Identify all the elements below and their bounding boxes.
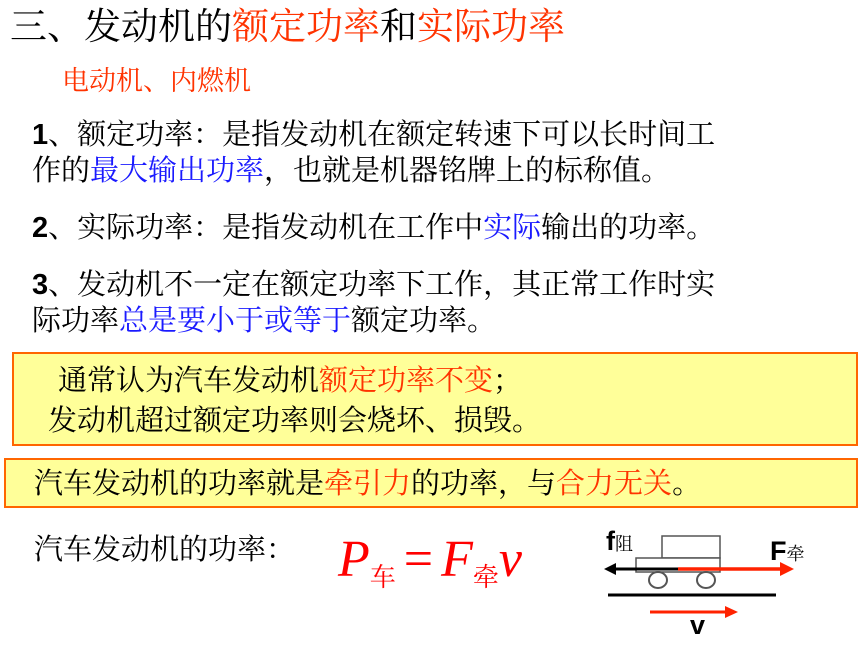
note2-text-c: 的功率，与 bbox=[411, 466, 557, 500]
formula-P: P bbox=[338, 531, 370, 588]
item-3-text-a: 际功率 bbox=[32, 303, 120, 337]
item-3-line-1 bbox=[32, 264, 715, 305]
formula-equals: = bbox=[403, 531, 434, 588]
item-1-number: 1 bbox=[32, 119, 49, 151]
slide-title bbox=[10, 4, 565, 50]
velocity-label: v bbox=[690, 610, 706, 640]
item-2-line bbox=[32, 207, 715, 248]
velocity-arrow-head bbox=[725, 606, 738, 618]
note2-text-e: 。 bbox=[672, 466, 702, 500]
item-1-text-a: 作的 bbox=[32, 153, 91, 187]
item-3-highlight: 总是要小于或等于 bbox=[119, 303, 352, 337]
item-3-number: 3 bbox=[32, 269, 49, 301]
note-box-line-2: 发动机超过额定功率则会烧坏、损毁。 bbox=[48, 403, 542, 437]
friction-arrow-head bbox=[604, 563, 616, 575]
item-2-number: 2 bbox=[32, 212, 49, 244]
friction-subscript: 阻 bbox=[615, 534, 633, 555]
car-cabin bbox=[662, 536, 720, 558]
car-wheel-rear bbox=[649, 572, 667, 588]
item-3-text-c: 额定功率。 bbox=[351, 303, 497, 337]
item-3-line-2 bbox=[32, 300, 496, 340]
power-formula bbox=[338, 528, 522, 610]
formula-P-sub: 车 bbox=[369, 563, 396, 593]
traction-subscript: 牵 bbox=[786, 544, 805, 565]
car-wheel-front bbox=[697, 572, 715, 588]
note2-traction: 牵引力 bbox=[324, 466, 412, 500]
friction-symbol: f bbox=[606, 526, 615, 556]
note2-net-force: 合力无关 bbox=[556, 466, 673, 500]
item-2-text-a: 、实际功率：是指发动机在工作中 bbox=[48, 210, 484, 244]
formula-label: 汽车发动机的功率： bbox=[34, 532, 296, 566]
item-2-highlight: 实际 bbox=[483, 210, 542, 244]
title-part-1: 三、发动机的 bbox=[10, 5, 232, 48]
traction-symbol: F bbox=[770, 536, 787, 566]
item-1-highlight: 最大输出功率 bbox=[90, 153, 265, 187]
friction-label bbox=[606, 526, 633, 560]
note-highlight: 额定功率不变 bbox=[319, 363, 494, 397]
traction-label bbox=[770, 536, 805, 570]
formula-v: v bbox=[498, 531, 522, 588]
item-1-line-2 bbox=[32, 150, 670, 190]
note-box-2-line bbox=[34, 463, 701, 503]
note-box-traction-power bbox=[4, 458, 858, 508]
title-actual-power: 实际功率 bbox=[417, 5, 565, 48]
item-2-text-c: 输出的功率。 bbox=[541, 210, 716, 244]
note-text-a: 通常认为汽车发动机 bbox=[58, 363, 320, 397]
note-box-line-1 bbox=[58, 360, 522, 400]
item-1-line-1 bbox=[32, 114, 715, 155]
title-part-3: 和 bbox=[380, 5, 417, 48]
formula-F: F bbox=[441, 531, 473, 588]
item-1-text: 、额定功率：是指发动机在额定转速下可以长时间工 bbox=[48, 117, 716, 151]
note-text-c: ； bbox=[493, 363, 523, 397]
title-rated-power: 额定功率 bbox=[232, 5, 380, 48]
slide-subtitle: 电动机、内燃机 bbox=[62, 66, 251, 97]
note2-text-a: 汽车发动机的功率就是 bbox=[34, 466, 325, 500]
formula-F-sub: 牵 bbox=[472, 563, 499, 593]
item-1-text-c: ，也就是机器铭牌上的标称值。 bbox=[264, 153, 671, 187]
item-3-text: 、发动机不一定在额定功率下工作，其正常工作时实 bbox=[48, 267, 716, 301]
note-box-rated-power bbox=[12, 352, 858, 446]
